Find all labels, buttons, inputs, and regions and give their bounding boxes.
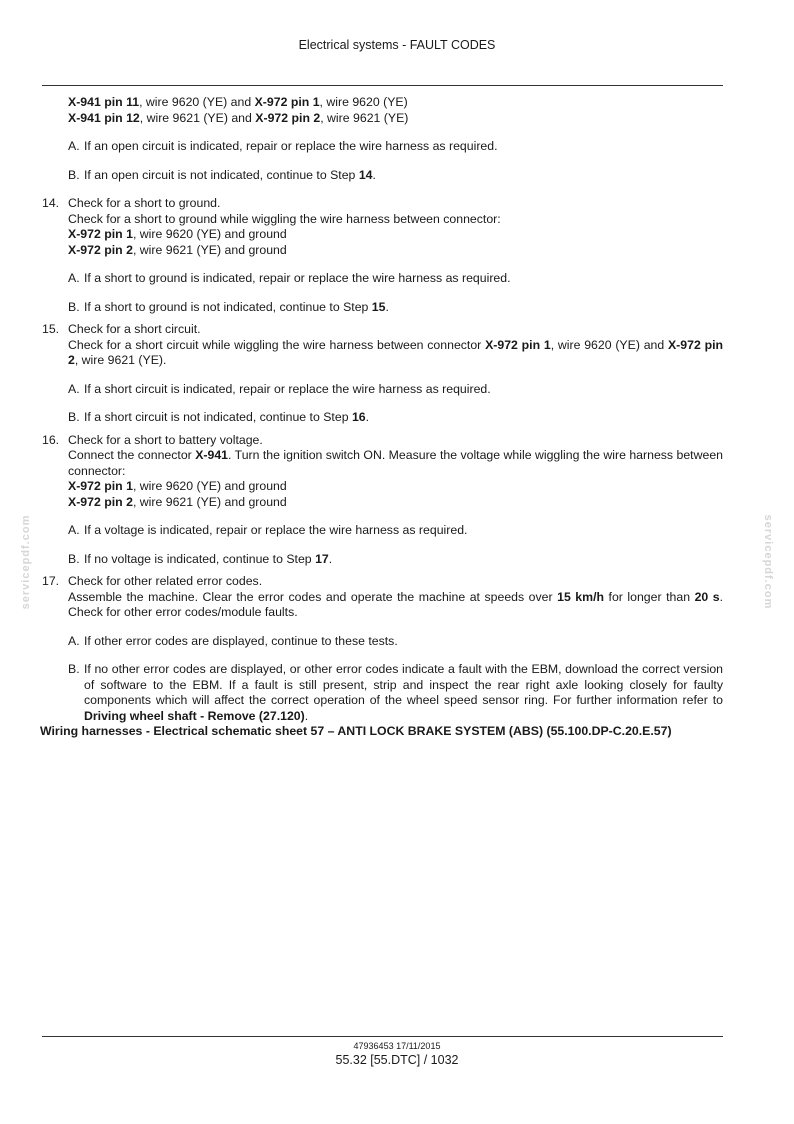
step-16-option-b: B. If no voltage is indicated, continue to Step 17. [68,551,333,566]
intro-option-a: A. If an open circuit is indicated, repair or replace the wire harness as required. [68,139,498,153]
step-17-option-b: B. If no other error codes are displayed, or other error codes indicate a fault with the EBM, download the correct version of software to the EBM. If a fault is still present, strip and inspect the rear right axle looking closely for faulty components which will affect the correct operation of the wheel speed sensor ring. For further information refer to Driving wheel shaft - Remove (27.120). [68,662,723,723]
step-14-option-b: B. If a short to ground is not indicated, continue to Step 15. [68,299,389,314]
step-15-option-b: B. If a short circuit is not indicated, continue to Step 16. [68,410,370,424]
step-16-option-a: A. If a voltage is indicated, repair or replace the wire harness as required. [68,523,468,537]
intro-connector-line-1: X-941 pin 11, wire 9620 (YE) and X-972 pin 1, wire 9620 (YE) [68,95,408,109]
step-body: Check for a short to ground while wiggling the wire harness between connector: [68,211,501,226]
step-17 [42,574,723,621]
step-connector-line-1: X-972 pin 1, wire 9620 (YE) and ground [68,479,287,493]
step-body: Connect the connector X-941. Turn the ignition switch ON. Measure the voltage while wiggling the wire harness between connector: [68,448,723,478]
step-14-option-a: A. If a short to ground is indicated, repair or replace the wire harness as required. [68,271,511,285]
intro-option-b: B. If an open circuit is not indicated, continue to Step 14. [68,167,376,182]
watermark-right: servicepdf.com [762,514,774,610]
step-17-option-a: A. If other error codes are displayed, continue to these tests. [68,633,398,648]
step-number: 17. [42,574,60,588]
step-number: 16. [42,432,60,447]
watermark-left: servicepdf.com [20,514,32,610]
step-body: Check for a short circuit while wiggling the wire harness between connector X-972 pin 1, wire 9620 (YE) and X-972 pin 2, wire 9621 (YE). [68,337,724,367]
footer-divider [42,1036,723,1037]
step-15-option-a: A. If a short circuit is indicated, repair or replace the wire harness as required. [68,381,491,396]
step-number: 14. [42,196,60,210]
step-body: Assemble the machine. Clear the error codes and operate the machine at speeds over 15 km/h for longer than 20 s. Check for other error codes/module faults. [68,589,724,619]
step-connector-line-2: X-972 pin 2, wire 9621 (YE) and ground [68,242,287,257]
intro-connector-line-2: X-941 pin 12, wire 9621 (YE) and X-972 pin 2, wire 9621 (YE) [68,110,409,125]
footer-document-id: 47936453 17/11/2015 [353,1041,441,1051]
step-title: Check for a short circuit. [68,322,201,336]
step-14 [42,196,723,258]
document-body [42,95,723,740]
wiring-harness-reference-link[interactable]: Wiring harnesses - Electrical schematic sheet 57 – ANTI LOCK BRAKE SYSTEM (ABS) (55.100.DP-C.20.E.57) [40,724,672,738]
step-title: Check for a short to battery voltage. [68,432,263,447]
step-title: Check for other related error codes. [68,574,263,588]
step-connector-line-2: X-972 pin 2, wire 9621 (YE) and ground [68,494,287,509]
step-15 [42,322,723,369]
step-connector-line-1: X-972 pin 1, wire 9620 (YE) and ground [68,227,287,241]
footer-page-number: 55.32 [55.DTC] / 1032 [335,1053,459,1067]
step-title: Check for a short to ground. [68,196,221,210]
page-header: Electrical systems - FAULT CODES [298,38,496,52]
step-16 [42,433,723,511]
header-divider [42,85,723,86]
driving-wheel-shaft-link[interactable]: Driving wheel shaft - Remove (27.120) [84,708,305,723]
step-number: 15. [42,322,60,336]
